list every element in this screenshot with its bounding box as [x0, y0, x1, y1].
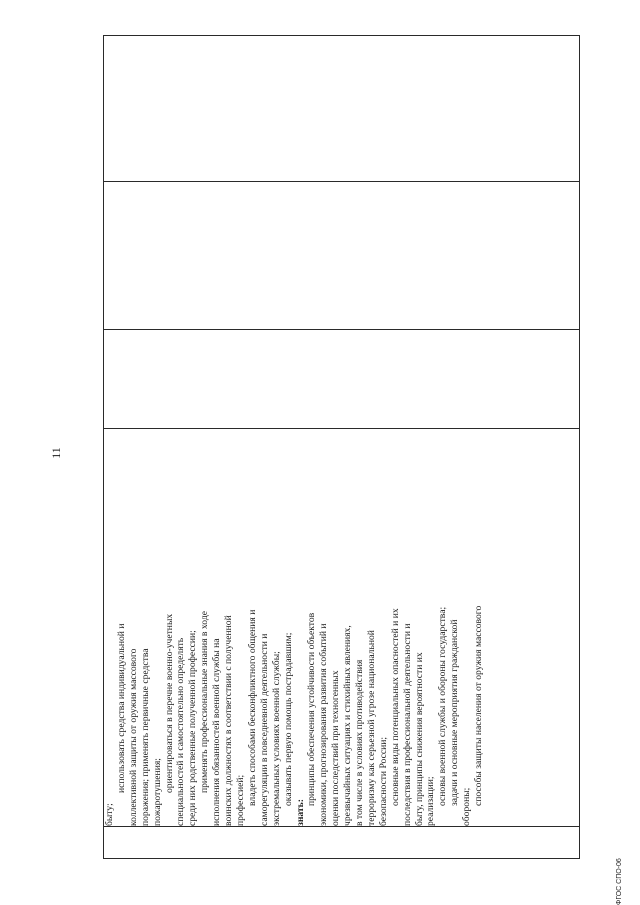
- text-line: быту, принципы снижения вероятности их: [413, 652, 425, 826]
- table-cell-empty: [104, 330, 580, 429]
- text-line: исполнения обязанностей военной службы на: [211, 638, 223, 826]
- text-line: экстремальных условиях военной службы;: [270, 651, 282, 826]
- table-cell-empty: [104, 36, 580, 182]
- curriculum-table: [103, 35, 580, 859]
- text-line: в том числе в условиях противодействия: [354, 659, 366, 826]
- text-line: применять профессиональные знания в ходе: [199, 611, 211, 793]
- competency-text: [104, 429, 485, 826]
- text-line: пожаротушения;: [151, 758, 163, 826]
- table-cell-index: [104, 827, 580, 859]
- text-line: способы защиты населения от оружия массового: [473, 605, 485, 806]
- text-line: оценки последствий при техногенных: [330, 670, 342, 826]
- text-line: реализации;: [425, 776, 437, 826]
- text-line: последствия в профессиональной деятельности и: [401, 623, 413, 826]
- text-line: основы военной службы и обороны государства;: [437, 606, 449, 806]
- text-line: воинских должностях в соответствии с полученной: [223, 615, 235, 826]
- text-line: чрезвычайных ситуациях и стихийных явлениях,: [342, 625, 354, 826]
- text-line: обороны;: [461, 787, 473, 826]
- text-line: поражения; применять первичные средства: [139, 648, 151, 826]
- table-row: [104, 36, 580, 859]
- text-line: оказывать первую помощь пострадавшим;: [282, 632, 294, 806]
- text-line: принципы обеспечения устойчивости объектов: [306, 612, 318, 806]
- page-number: 11: [49, 447, 63, 459]
- text-line: задачи и основные мероприятия гражданской: [449, 619, 461, 806]
- text-line: экономики, прогнозирования развития событий и: [318, 623, 330, 826]
- text-line: специальностей и самостоятельно определять: [175, 637, 187, 826]
- text-line: терроризму как серьезной угрозе национальной: [365, 630, 377, 826]
- footer-code: ФГОС СПО-06: [616, 858, 623, 905]
- section-heading: знать:: [294, 799, 306, 826]
- text-line: среди них родственные полученной профессии;: [187, 630, 199, 826]
- text-line: коллективной защиты от оружия массового: [127, 648, 139, 826]
- text-line: ориентироваться в перечне военно-учетных: [163, 613, 175, 793]
- text-line: быту;: [104, 803, 115, 826]
- text-line: использовать средства индивидуальной и: [115, 623, 127, 793]
- table-cell-empty: [104, 182, 580, 330]
- text-line: владеть способами бесконфликтного общения и: [246, 609, 258, 806]
- text-line: профессией;: [234, 774, 246, 826]
- text-line: саморегуляции в повседневной деятельности и: [258, 633, 270, 826]
- text-line: безопасности России;: [377, 736, 389, 826]
- text-line: основные виды потенциальных опасностей и их: [389, 608, 401, 806]
- table-cell-content: [104, 429, 580, 827]
